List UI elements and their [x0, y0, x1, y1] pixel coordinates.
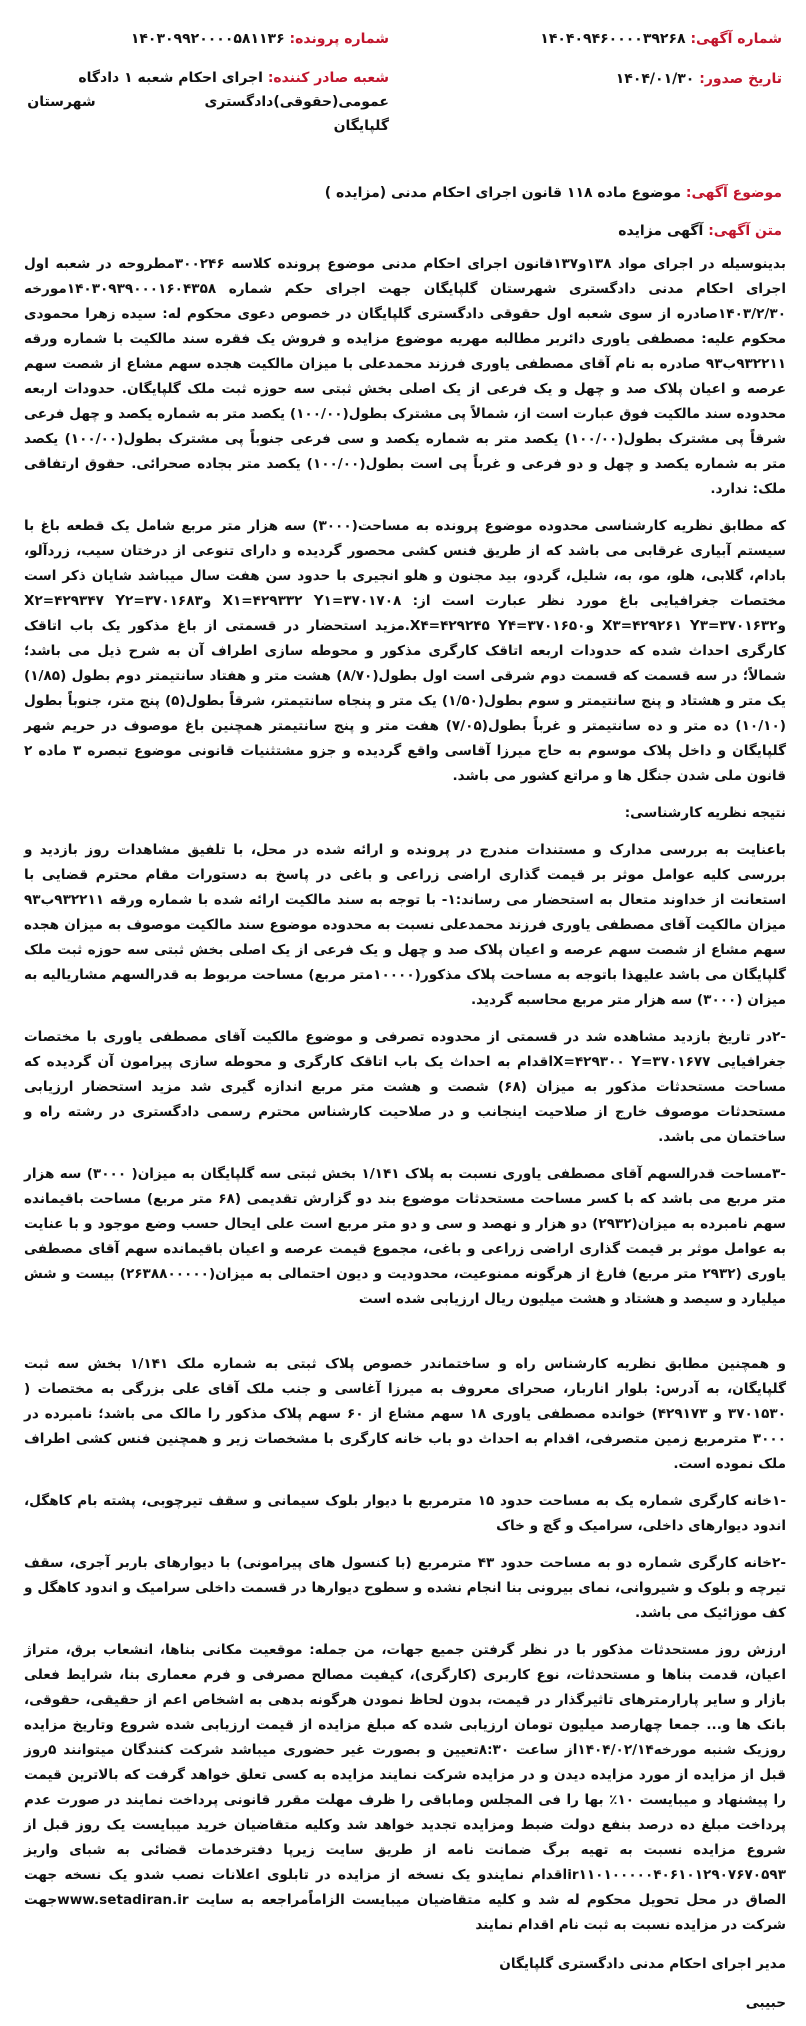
issuing-branch-value-line1: اجرای احکام شعبه ۱ دادگاه عمومی(حقوقی)دادگستری: [78, 70, 389, 110]
body-paragraph-9: -۲خانه کارگری شماره دو به مساحت حدود ۴۳ مترمربع (با کنسول های پیرامونی) با دیوارهای باربر آجری، سقف تیرچه و بلوک و شیروانی، نمای بیرونی بنا انجام نشده و سطوح دیوارها در قسمت داخلی سرامیک و اندود کاهگل و کف موزائیک می باشد.: [24, 1555, 787, 1621]
issue-date-field: [403, 66, 794, 92]
ad-text-field: [12, 218, 794, 244]
subject-value: موضوع ماده ۱۱۸ قانون اجرای احکام مدنی (مزایده ): [324, 185, 681, 201]
ad-number-value: ۱۴۰۴۰۹۴۶۰۰۰۰۳۹۲۶۸: [540, 31, 686, 47]
case-number-value: ۱۴۰۳۰۹۹۲۰۰۰۰۵۸۱۱۳۶: [130, 31, 285, 47]
body-paragraph-4: باعنایت به بررسی مدارک و مستندات مندرج در پرونده و ارائه شده در محل، با تلفیق مشاهدات روز بازدید و بررسی کلیه عوامل موثر بر قیمت گذاری اراضی زراعی و باغی در پاسخ به دستورات مقام محترم قضایی با استعانت از خداوند متعال به استحضار می رساند:۱- با توجه به سند مالکیت ارائه شده با شماره ورقه ۹۳۲۲۱۱ب۹۳ میزان مالکیت آقای مصطفی یاوری فرزند محمدعلی نسبت به محدوده موضوع سند مالکیت موصوف به میزان هجده سهم مشاع از شصت سهم عرصه و اعیان پلاک صد و چهل و یک فرعی از یک اصلی بخش ثبتی سه حوزه ثبت ملک گلپایگان می باشد علیهذا باتوجه به مساحت پلاک مذکور(۱۰۰۰۰متر مربع) مساحت مربوط به قدرالسهم مشاریالیه به میزان (۳۰۰۰) سه هزار متر مربع محاسبه گردید.: [24, 842, 787, 1008]
expert-result-heading: نتیجه نظریه کارشناسی:: [624, 805, 786, 821]
body-paragraph-2: که مطابق نظریه کارشناسی محدوده موضوع پرونده به مساحت(۳۰۰۰) سه هزار متر مربع شامل یک قطعه باغ با سیستم آبیاری غرقابی می باشد که از طریق فنس کشی محصور گردیده و دارای تنوعی از درختان سیب، زردآلو، بادام، گلابی، هلو، مو، به، شلیل، گردو، بید مجنون و هلو انجیری با حدود سن هفت سال میباشد شایان ذکر است مختصات جغرافیایی باغ مورد نظر عبارت است از: X۱=۴۲۹۳۳۲ Y۱=۳۷۰۱۷۰۸ وX۲=۴۲۹۳۴۷ Y۲=۳۷۰۱۶۸۳ وX۳=۴۲۹۲۶۱ Y۳=۳۷۰۱۶۳۲ وX۴=۴۲۹۲۴۵ Y۴=۳۷۰۱۶۵۰.مزید استحضار در قسمتی از باغ مذکور یک باب اتاقک کارگری احداث شده که حدودات اربعه اتاقک کارگری مذکور و محوطه سازی اطراف آن به شرح ذیل می باشد؛ شمالاً؛ در سه قسمت که قسمت دوم شرقی است اول بطول(۸/۷۰) هشت متر و هفتاد سانتیمتر دوم بطول (۱/۸۵) یک متر و هشتاد و پنج سانتیمتر و سوم بطول(۱/۵۰) یک متر و پنجاه سانتیمتر، شرقاً بطول(۵) پنج متر، جنوباً بطول (۱۰/۱۰) ده متر و ده سانتیمتر و غرباً بطول(۷/۰۵) هفت متر و پنج سانتیمتر همچنین باغ موصوف در حریم شهر گلپایگان و داخل پلاک موسوم به حاج میرزا آقاسی واقع گردیده و جزو مشتثنیات قانونی موضوع تبصره ۳ ماده ۲ قانون ملی شدن جنگل ها و مراتع کشور می باشد.: [24, 518, 787, 784]
body-paragraph-6: -۳مساحت قدرالسهم آقای مصطفی یاوری نسبت به پلاک ۱/۱۴۱ بخش ثبتی سه گلپایگان به میزان( ۳۰۰۰) سه هزار متر مربع می باشد که با کسر مساحت مستحدثات موضوع بند دو گزارش تقدیمی (۶۸ متر مربع) مساحت باقیمانده سهم نامبرده به میزان(۲۹۳۲) دو هزار و نهصد و سی و دو متر مربع است علی ایحال حسب وضع موجود و با عنایت به عوامل موثر بر قیمت گذاری اراضی زراعی و باغی، مجموع قیمت عرصه و اعیان باقیمانده سهم آقای مصطفی یاوری (۲۹۳۲ متر مربع) فارغ از هرگونه ممنوعیت، محدودیت و دیون احتمالی به میزان(۲۶۳۸۸۰۰۰۰۰) بیست و شش میلیارد و سیصد و هشتاد و هشت میلیون ریال ارزیابی شده است: [24, 1166, 786, 1307]
subject-field: [12, 180, 794, 206]
ad-body: [12, 252, 794, 2016]
signature-title: مدیر اجرای احکام مدنی دادگستری گلپایگان: [499, 1956, 786, 1972]
issue-date-label: تاریخ صدور:: [699, 71, 782, 87]
ad-number-field: [403, 26, 794, 52]
ad-number-label: شماره آگهی:: [690, 31, 782, 47]
header-row-1: [12, 26, 794, 52]
subject-label: موضوع آگهی:: [685, 185, 782, 201]
ad-text-value: آگهی مزایده: [618, 223, 704, 239]
header-row-2: [12, 66, 794, 138]
body-paragraph-5: -۲در تاریخ بازدید مشاهده شد در قسمتی از محدوده تصرفی و موضوع مالکیت آقای مصطفی یاوری با مختصات جغرافیایی X=۴۲۹۳۰۰ Y=۳۷۰۱۶۷۷اقدام به احداث یک باب اتاقک کارگری و محوطه سازی پیرامون آن گردیده که مساحت مستحدثات مذکور به میزان (۶۸) شصت و هشت متر مربع اندازه گیری شد مزید استحضار ارزیابی مستحدثات موصوف خارج از صلاحیت اینجانب و در صلاحیت کارشناس محترم رسمی دادگستری در رشته راه و ساختمان می باشد.: [24, 1029, 786, 1145]
issue-date-value: ۱۴۰۴/۰۱/۳۰: [615, 71, 695, 87]
issuing-branch-value-line2: شهرستان گلپایگان: [27, 94, 389, 134]
body-paragraph-7: و همچنین مطابق نظریه کارشناس راه و ساختماندر خصوص پلاک ثبتی به شماره ملک ۱/۱۴۱ بخش سه ثبت گلپایگان، به آدرس: بلوار اناربار، صحرای معروف به میرزا آغاسی و جنب ملک آقای علی بزرگی به مختصات ( ۳۷۰۱۵۳۰ و ۴۲۹۱۷۳) خوانده مصطفی یاوری ۱۸ سهم مشاع از ۶۰ سهم پلاک مذکور را مالک می باشد؛ نامبرده در ۳۰۰۰ مترمربع زمین متصرفی، اقدام به احداث دو باب خانه کارگری با مشخصات زیر و همچنین فنس کشی اطراف ملک نموده است.: [24, 1356, 786, 1472]
ad-text-label: متن آگهی:: [708, 223, 782, 239]
issuing-branch-field: [12, 66, 403, 138]
body-paragraph-8: -۱خانه کارگری شماره یک به مساحت حدود ۱۵ مترمربع با دیوار بلوک سیمانی و سقف تیرچوبی، پشته بام کاهگل، اندود دیوارهای داخلی، سرامیک و گچ و خاک: [24, 1493, 786, 1534]
signature-name: حبیبی: [745, 1995, 786, 2011]
issuing-branch-label: شعبه صادر کننده:: [267, 70, 389, 86]
body-paragraph-10: ارزش روز مستحدثات مذکور با در نظر گرفتن جمیع جهات، من جمله: موقعیت مکانی بناها، انشعاب برق، متراژ اعیان، قدمت بناها و مستحدثات، نوع کاربری (کارگری)، کیفیت مصالح مصرفی و فرم معماری بنا، شرایط فعلی بازار و سایر پارارمترهای تاثیرگذار در قیمت، بدون لحاظ نمودن هرگونه بدهی به اشخاص اعم از حقیقی، حقوقی، بانک ها و... جمعا چهارصد میلیون تومان ارزیابی شده که مبلغ مزایده از قیمت ارزیابی شده شروع وتاریخ مزایده روزیک شنبه مورخه۱۴۰۴/۰۲/۱۴از ساعت ۸:۳۰تعیین و بصورت غیر حضوری میباشد شرکت کنندگان میتوانند ۵روز قبل از مزایده از مورد مزایده دیدن و در مزایده شرکت نمایند مزایده به کسی تعلق خواهد گرفت که بالاترین قیمت را پیشنهاد و میبایست ۱۰٪ بها را فی المجلس وماباقی را ظرف مهلت مقرر قانونی پرداخت نمایند در صورت عدم پرداخت مبلغ ده درصد بنفع دولت ضبط ومزایده تجدید خواهد شد وکلیه متقاضیان خرید میبایست یک روز قبل از شروع مزایده نسبت به تهیه برگ ضمانت نامه از طریق سایت زیرپا دفترخدمات قضائی به شبای واریز ir۱۱۰۱۰۰۰۰۰۴۰۶۱۰۱۲۹۰۷۶۷۰۵۹۳اقدام نمایندو یک نسخه از مزایده در تابلوی اعلانات نصب شدو یک نسخه جهت الصاق در محل تحویل محکوم له شد و کلیه متقاضیان میبایست الزاماًمراجعه به سایت www.setadiran.irجهت شرکت در مزایده نسبت به ثبت نام اقدام نمایند: [24, 1642, 787, 1933]
body-paragraph-1: بدینوسیله در اجرای مواد ۱۳۸و۱۳۷قانون اجرای احکام مدنی موضوع پرونده کلاسه ۳۰۰۲۴۶مطروحه در شعبه اول اجرای احکام مدنی دادگستری شهرستان گلپایگان جهت اجرای حکم شماره ۱۴۰۳۰۹۳۹۰۰۰۱۶۰۴۳۵۸مورخه ۱۴۰۳/۲/۳۰صادره از سوی شعبه اول حقوقی دادگستری گلپایگان در خصوص دعوی محکوم له: سیده زهرا محمودی محکوم علیه: مصطفی یاوری دائربر مطالبه مهریه موضوع مزایده و فروش یک فقره سند مالکیت با شماره ورقه ۹۳۲۲۱۱ب۹۳ صادره به نام آقای مصطفی یاوری فرزند محمدعلی با میزان مالکیت هجده سهم مشاع از شصت سهم عرصه و اعیان پلاک صد و چهل و یک فرعی از یک اصلی بخش ثبتی سه حوزه ثبت ملک گلپایگان. حدودات اربعه محدوده سند مالکیت فوق عبارت است از، شمالاً پی مشترک بطول(۱۰۰/۰۰) یکصد متر به شماره یکصد و چهل فرعی شرقاً پی مشترک بطول(۱۰۰/۰۰) یکصد متر به شماره یکصد و سی فرعی جنوباً پی مشترک بطول(۱۰۰/۰۰) یکصد متر به شماره یکصد و چهل و دو فرعی و غرباً پی است بطول(۱۰۰/۰۰) یکصد متر بجاده صحرائی. حقوق ارتفاقی ملک: ندارد.: [24, 256, 786, 497]
case-number-field: [12, 26, 403, 52]
case-number-label: شماره پرونده:: [289, 31, 389, 47]
